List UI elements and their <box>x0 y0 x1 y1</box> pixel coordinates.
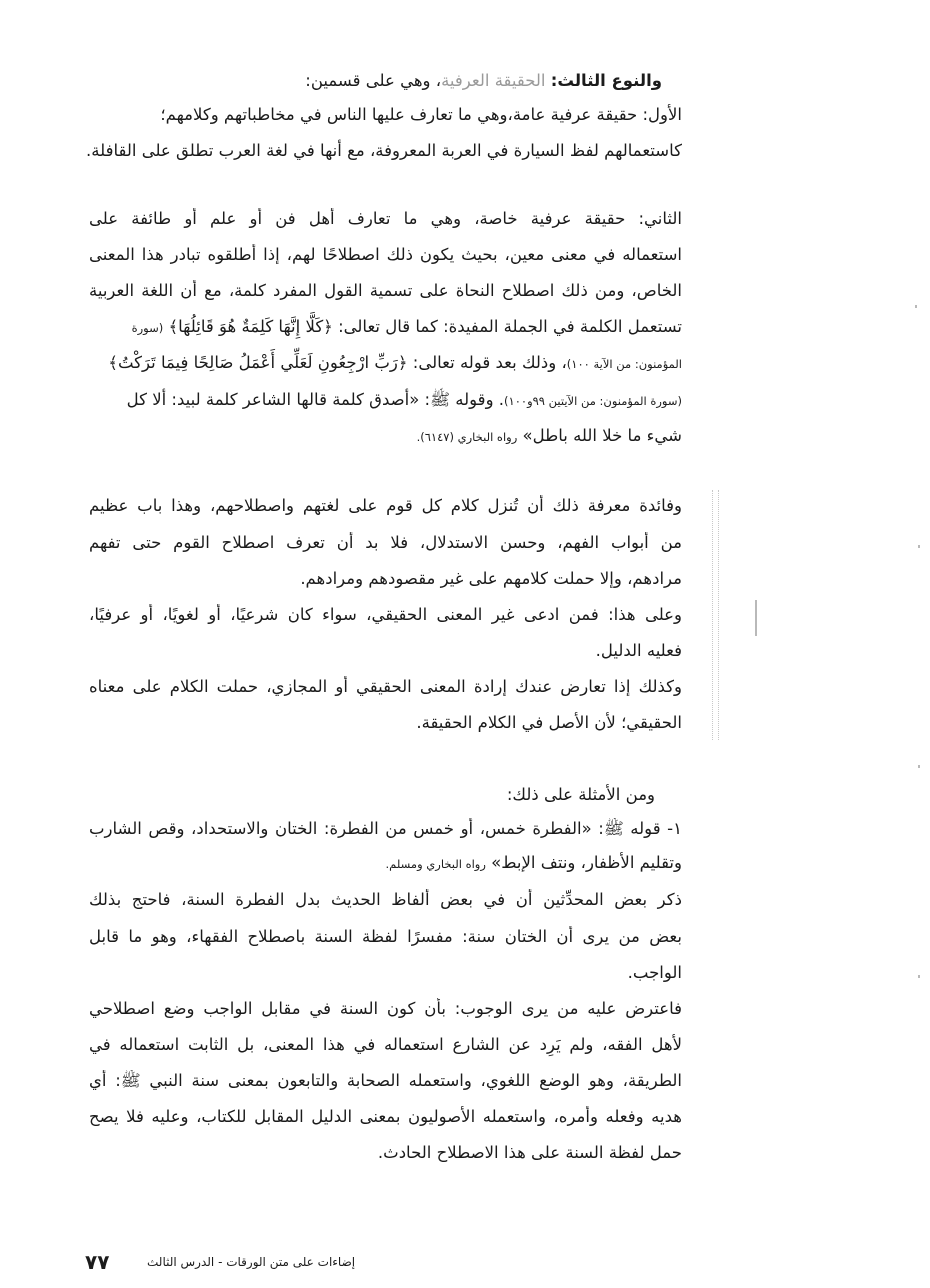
section4-line-10: هديه وفعله وأمره، واستعمله الأصوليون بمعنى الدليل المقابل للكتاب، وعليه فلا يصح <box>89 1107 682 1126</box>
section2-line-6 <box>89 389 682 412</box>
quran-verse-2: ﴿رَبِّ ارْجِعُونِ لَعَلِّي أَعْمَلُ صَالِحًا فِيمَا تَرَكْتُ﴾ <box>108 353 408 372</box>
section4-line-6: الواجب. <box>627 963 682 982</box>
section2-line-5-text: ، وذلك بعد قوله تعالى: <box>412 353 567 372</box>
section1-line-3: كاستعمالهم لفظ السيارة في العربة المعروفة، مع أنها في لغة العرب تطلق على القافلة. <box>86 141 682 160</box>
section3-line-2: من أبواب الفهم، وحسن الاستدلال، فلا بد أن تعرف اصطلاح القوم حتى تفهم <box>89 533 682 552</box>
section1-heading-rest: ، وهي على قسمين: <box>305 71 442 90</box>
section2-line-4-text: تستعمل الكلمة في الجملة المفيدة: كما قال تعالى: <box>338 317 682 336</box>
section1-heading-faded: الحقيقة العرفية <box>441 71 546 90</box>
hadith-quote-1-end: شيء ما خلا الله باطل» <box>522 426 682 445</box>
section2-line-1: الثاني: حقيقة عرفية خاصة، وهي ما تعارف أهل فن أو علم أو طائفة على <box>89 209 682 228</box>
verse-reference-2: (سورة المؤمنون: من الآيتين ٩٩و١٠٠) <box>504 394 682 408</box>
section4-line-5: بعض من يرى أن الختان سنة: مفسرًا لفظة السنة باصطلاح الفقهاء، وهو ما قابل <box>89 927 682 946</box>
hadith-reference-1: رواه البخاري (٦١٤٧). <box>416 430 518 444</box>
scan-artifact-mark <box>915 305 917 308</box>
section3-line-5: فعليه الدليل. <box>595 641 682 660</box>
verse-reference-1a: (سورة <box>131 321 164 335</box>
section4-line-4: ذكر بعض المحدِّثين أن في بعض ألفاظ الحديث بدل الفطرة السنة، فاحتج بذلك <box>89 890 682 909</box>
running-head: إضاءات على متن الورقات - الدرس الثالث <box>147 1255 356 1269</box>
section4-line-3 <box>89 852 682 875</box>
section3-line-3: مرادهم، وإلا حملت كلامهم على غير مقصودهم ومرادهم. <box>300 569 682 588</box>
section2-line-3: الخاص، ومن ذلك اصطلاح النحاة على تسمية القول المفرد كلمة، مع أن اللغة العربية <box>89 281 682 300</box>
hadith-reference-2: رواه البخاري ومسلم. <box>385 857 486 871</box>
scan-artifact-mark <box>918 765 920 768</box>
section3-line-7: الحقيقي؛ لأن الأصل في الكلام الحقيقة. <box>416 713 682 732</box>
hadith-quote-1: . وقوله ﷺ: «أصدق كلمة قالها الشاعر كلمة لبيد: ألا كل <box>126 390 505 409</box>
section2-line-7 <box>89 425 682 448</box>
page-number: ٧٧ <box>85 1250 110 1274</box>
section2-line-5 <box>89 352 682 375</box>
section3-line-6: وكذلك إذا تعارض عندك إرادة المعنى الحقيقي أو المجازي، حملت الكلام على معناه <box>89 677 682 696</box>
scan-artifact-dots <box>718 490 719 740</box>
section4-line-1: ومن الأمثلة على ذلك: <box>506 785 655 804</box>
section3-line-4: وعلى هذا: فمن ادعى غير المعنى الحقيقي، سواء كان شرعيًا، أو لغويًا، أو عرفيًا، <box>89 605 682 624</box>
section3-line-1: وفائدة معرفة ذلك أن تُنزل كلام كل قوم على لغتهم واصطلاحهم، وهذا باب عظيم <box>89 496 682 515</box>
section1-heading: والنوع الثالث: <box>550 71 662 90</box>
section4-line-8: لأهل الفقه، ولم يَرِد عن الشارع استعماله في هذا المعنى، بل الثابت استعماله في <box>89 1035 682 1054</box>
scan-artifact-mark <box>918 545 920 548</box>
section4-line-2: ١- قوله ﷺ: «الفطرة خمس، أو خمس من الفطرة: الختان والاستحداد، وقص الشارب <box>89 819 682 838</box>
section1-line-2: الأول: حقيقة عرفية عامة،وهي ما تعارف عليها الناس في مخاطباتهم وكلامهم؛ <box>160 105 682 124</box>
scan-artifact-dots <box>712 490 713 740</box>
scan-artifact-mark <box>918 975 920 978</box>
section1-heading-line <box>262 70 662 92</box>
section4-line-11: حمل لفظة السنة على هذا الاصطلاح الحادث. <box>377 1143 682 1162</box>
section4-line-7: فاعترض عليه من يرى الوجوب: بأن كون السنة في مقابل الواجب وضع اصطلاحي <box>89 999 682 1018</box>
section4-line-9: الطريقة، وهو الوضع اللغوي، واستعمله الصحابة والتابعون بمعنى سنة النبي ﷺ: أي <box>89 1071 682 1090</box>
quran-verse-1: ﴿كَلَّا إِنَّهَا كَلِمَةٌ هُوَ قَائِلُهَا﴾ <box>168 317 333 336</box>
scan-artifact-mark <box>755 600 757 636</box>
section2-line-2: استعماله في معنى معين، بحيث يكون ذلك اصطلاحًا لهم، إذا أطلقوه تبادر هذا المعنى <box>89 245 682 264</box>
hadith-quote-2-end: وتقليم الأظفار، ونتف الإبط» <box>491 853 682 872</box>
verse-reference-1b: المؤمنون: من الآية ١٠٠) <box>566 357 682 371</box>
page-footer <box>85 1250 385 1274</box>
section2-line-4 <box>89 316 682 339</box>
